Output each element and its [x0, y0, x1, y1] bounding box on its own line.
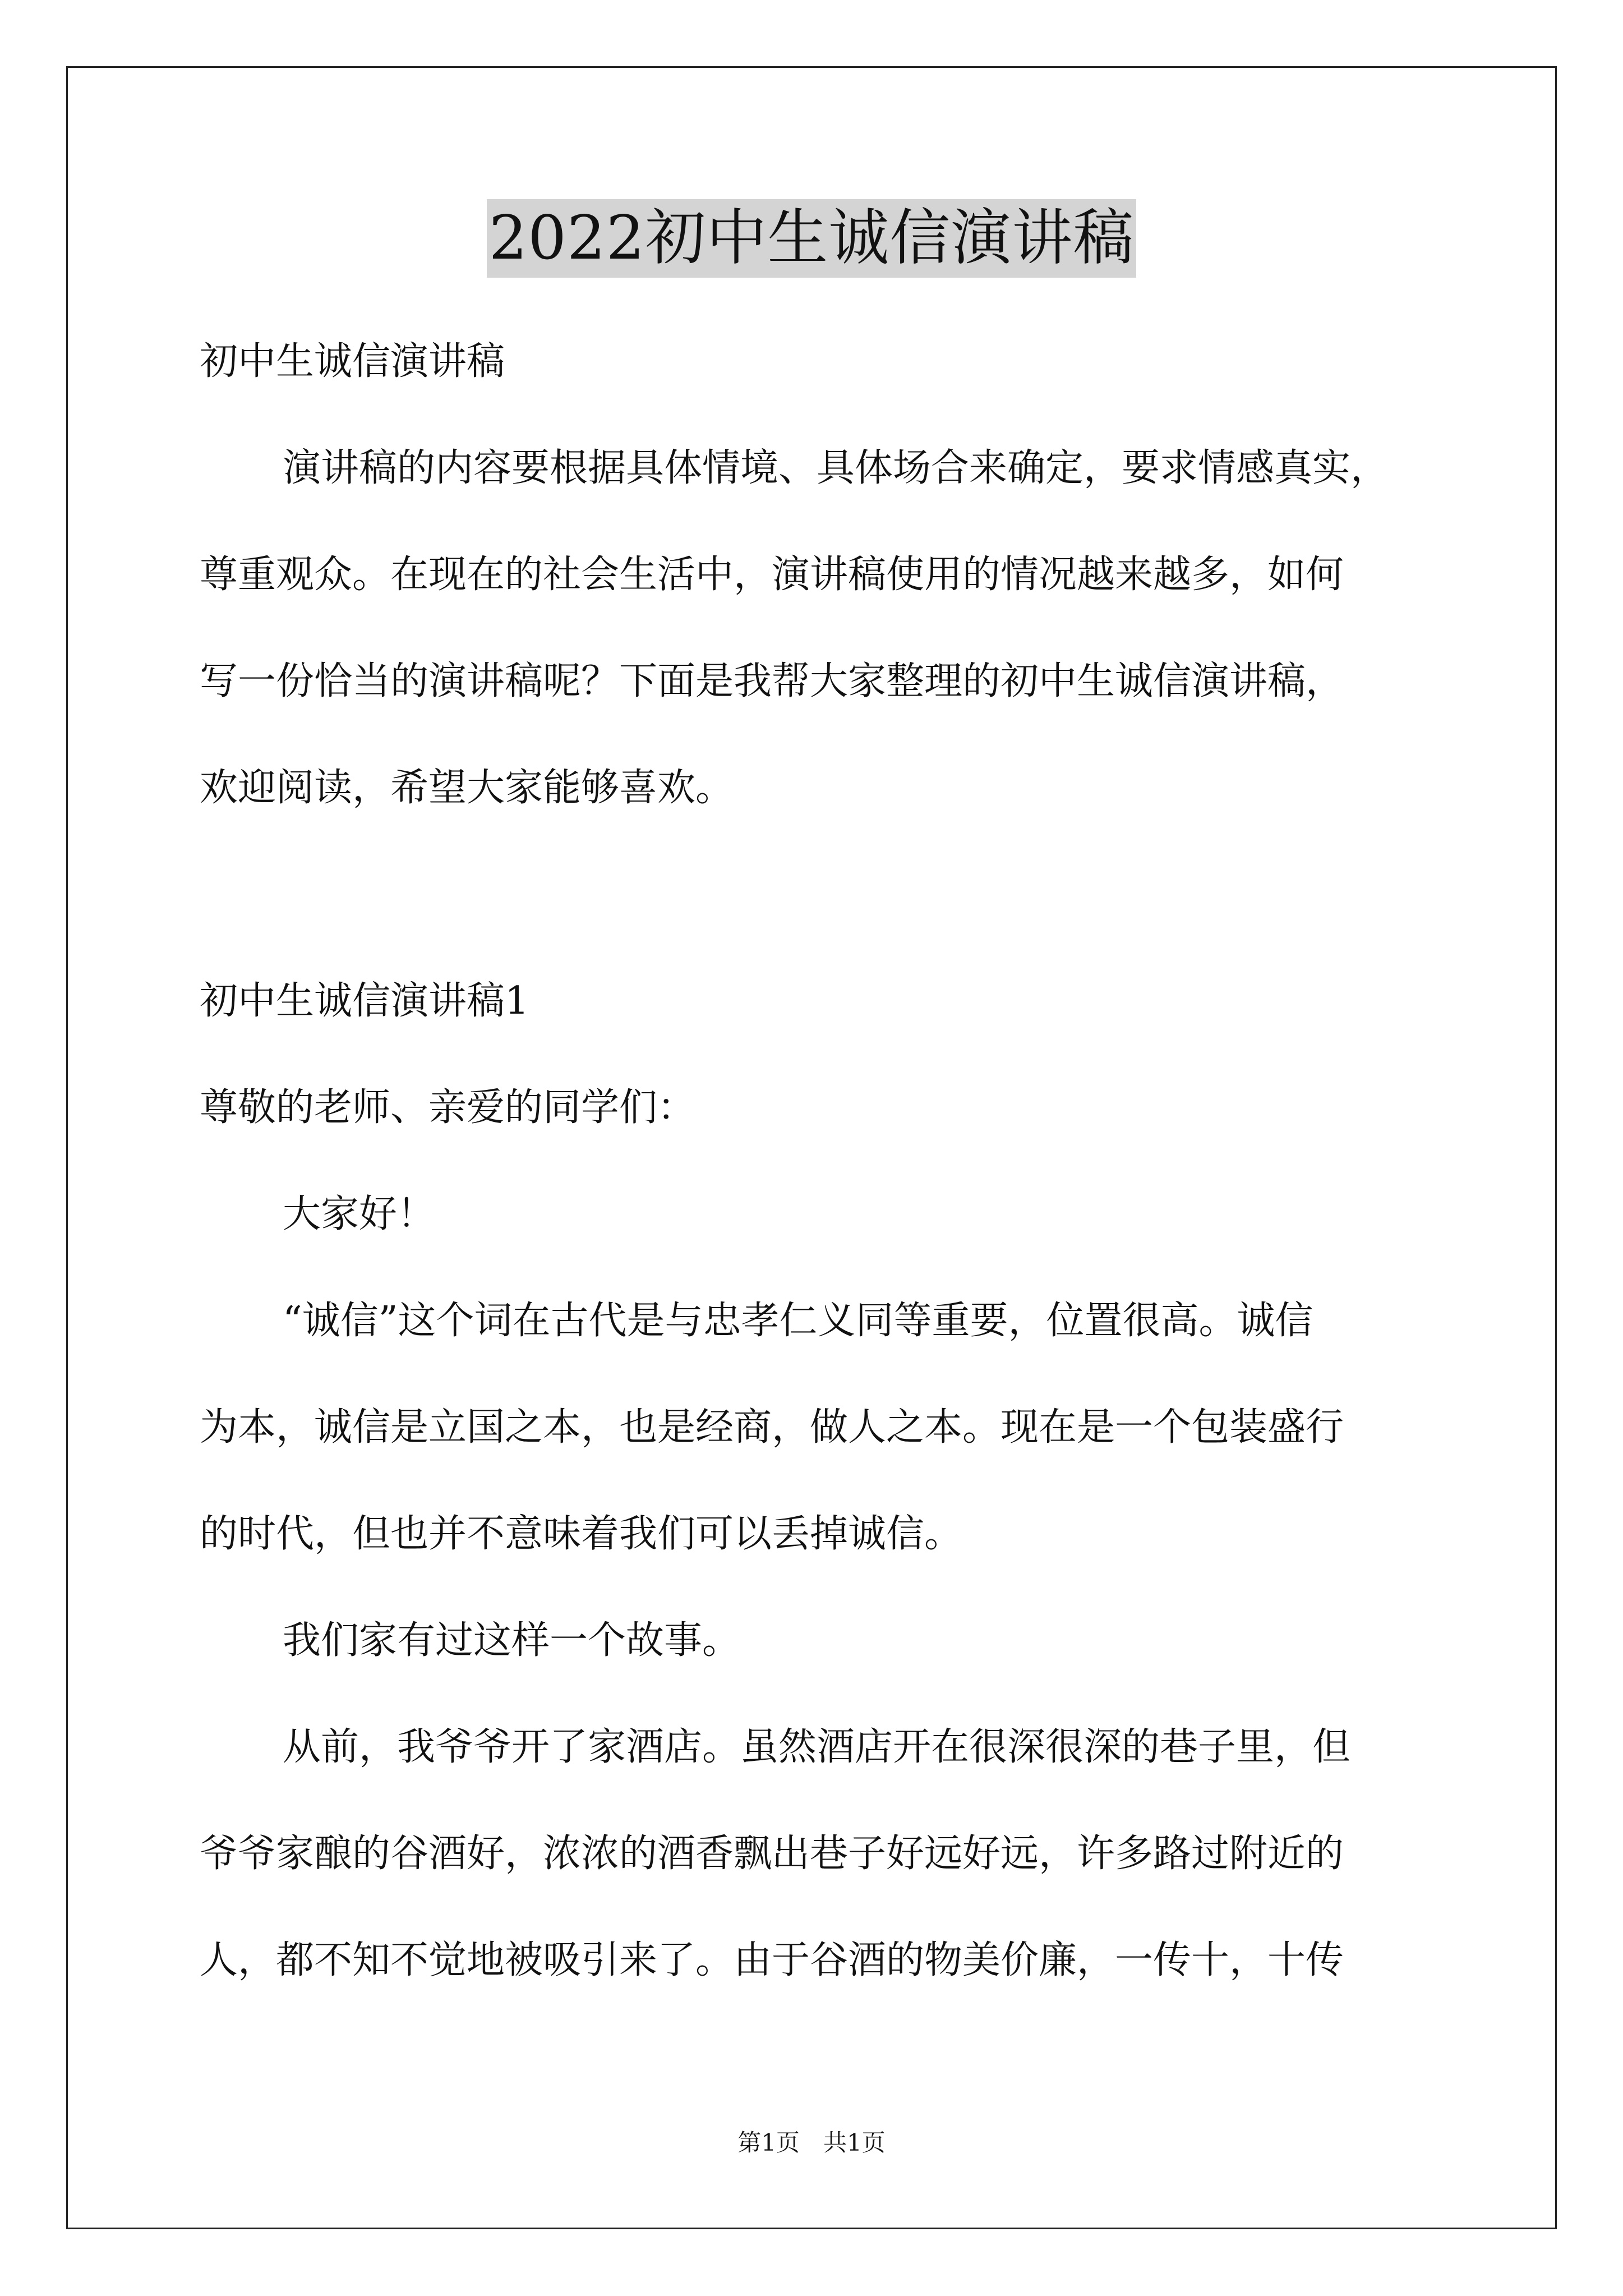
paragraph-line: 人，都不知不觉地被吸引来了。由于谷酒的物美价廉，一传十，十传 — [200, 1938, 1344, 1982]
paragraph-line: 的时代，但也并不意味着我们可以丢掉诚信。 — [200, 1512, 963, 1556]
paragraph-line: 从前，我爷爷开了家酒店。虽然酒店开在很深很深的巷子里，但 — [283, 1725, 1351, 1769]
paragraph-line: 爷爷家酿的谷酒好，浓浓的酒香飘出巷子好远好远，许多路过附近的 — [200, 1832, 1344, 1876]
paragraph-line: 我们家有过这样一个故事。 — [283, 1618, 741, 1663]
paragraph-line: 尊重观众。在现在的社会生活中，演讲稿使用的情况越来越多，如何 — [200, 553, 1344, 597]
paragraph-line: 写一份恰当的演讲稿呢？下面是我帮大家整理的初中生诚信演讲稿， — [200, 659, 1344, 703]
document-title: 2022初中生诚信演讲稿 — [487, 199, 1137, 278]
page-footer: 第1页 共1页 — [737, 2129, 886, 2156]
paragraph-line: 为本，诚信是立国之本，也是经商，做人之本。现在是一个包装盛行 — [200, 1405, 1344, 1450]
paragraph-line: 欢迎阅读，希望大家能够喜欢。 — [200, 766, 734, 810]
salutation: 尊敬的老师、亲爱的同学们： — [200, 1085, 696, 1130]
section-heading: 初中生诚信演讲稿 — [200, 339, 505, 384]
page-border — [66, 66, 1557, 2229]
greeting: 大家好！ — [283, 1192, 436, 1236]
title-container — [0, 199, 1623, 278]
section-heading: 初中生诚信演讲稿1 — [200, 979, 529, 1023]
paragraph-line: “诚信”这个词在古代是与忠孝仁义同等重要，位置很高。诚信 — [283, 1299, 1313, 1343]
paragraph-line: 演讲稿的内容要根据具体情境、具体场合来确定，要求情感真实， — [283, 446, 1389, 490]
